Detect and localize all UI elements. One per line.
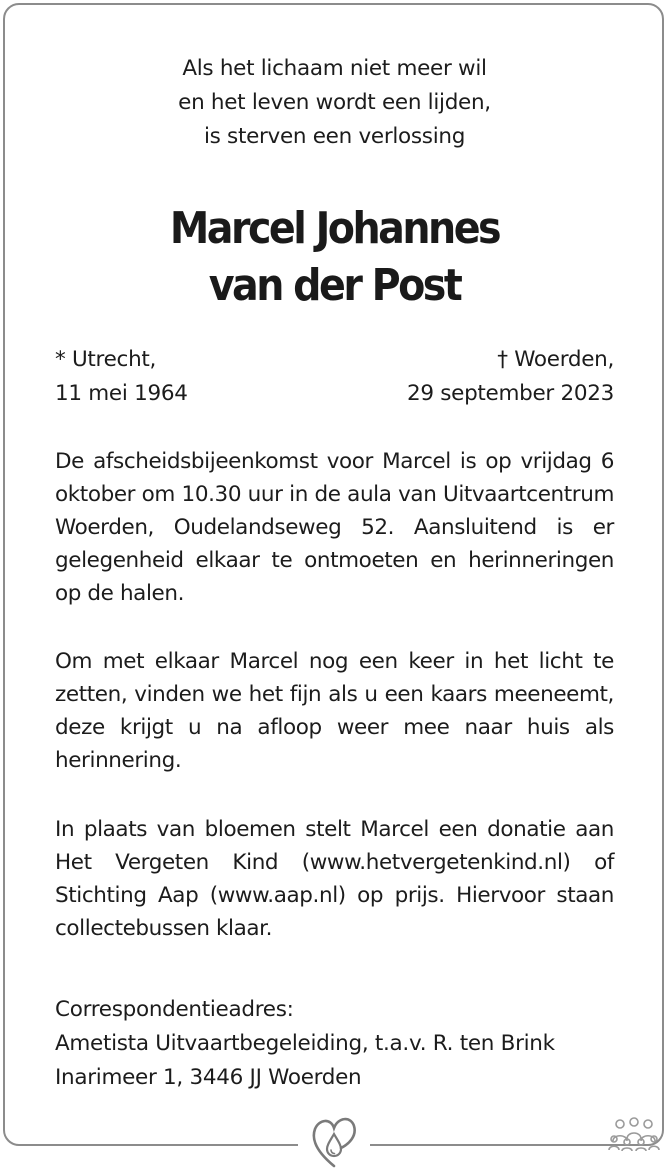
death-info <box>407 343 614 411</box>
poem <box>0 52 669 154</box>
poem-line-3: is sterven een verlossing <box>203 124 466 149</box>
birth-date: 11 mei 1964 <box>55 381 188 406</box>
correspondence-address <box>55 993 625 1095</box>
death-date: 29 september 2023 <box>406 381 614 406</box>
paragraph-donation: In plaats van bloemen stelt Marcel een donatie aan Het Vergeten Kind (www.hetvergetenkind.nl) of Stichting Aap (www.aap.nl) op prijs. Hiervoor staan collectebussen klaar. <box>55 817 614 941</box>
deceased-name <box>33 200 635 314</box>
people-group-logo-icon <box>608 1117 660 1151</box>
paragraph-candle: Om met elkaar Marcel nog een keer in het licht te zetten, vinden we het fijn als u een kaars meeneemt, deze krijgt u na afloop weer mee naar huis als herinnering. <box>55 649 614 773</box>
name-line-2: van der Post <box>208 260 461 311</box>
name-line-1: Marcel Johannes <box>169 203 500 254</box>
heart-drop-logo-icon <box>309 1114 359 1170</box>
birth-place: * Utrecht, <box>55 347 157 372</box>
correspondence-line-1: Ametista Uitvaartbegeleiding, t.a.v. R. ten Brink <box>55 1031 555 1056</box>
poem-line-1: Als het lichaam niet meer wil <box>182 56 487 81</box>
birth-info <box>55 343 188 411</box>
correspondence-heading: Correspondentieadres: <box>55 997 294 1022</box>
paragraph-ceremony: De afscheidsbijeenkomst voor Marcel is op vrijdag 6 oktober om 10.30 uur in de aula van Uitvaartcentrum Woerden, Oudelandseweg 52. Aansluitend is er gelegenheid elkaar te ontmoeten en herinneringen op de halen. <box>55 449 614 606</box>
correspondence-line-2: Inarimeer 1, 3446 JJ Woerden <box>55 1065 362 1090</box>
poem-line-2: en het leven wordt een lijden, <box>178 90 491 115</box>
death-place: † Woerden, <box>497 347 614 372</box>
